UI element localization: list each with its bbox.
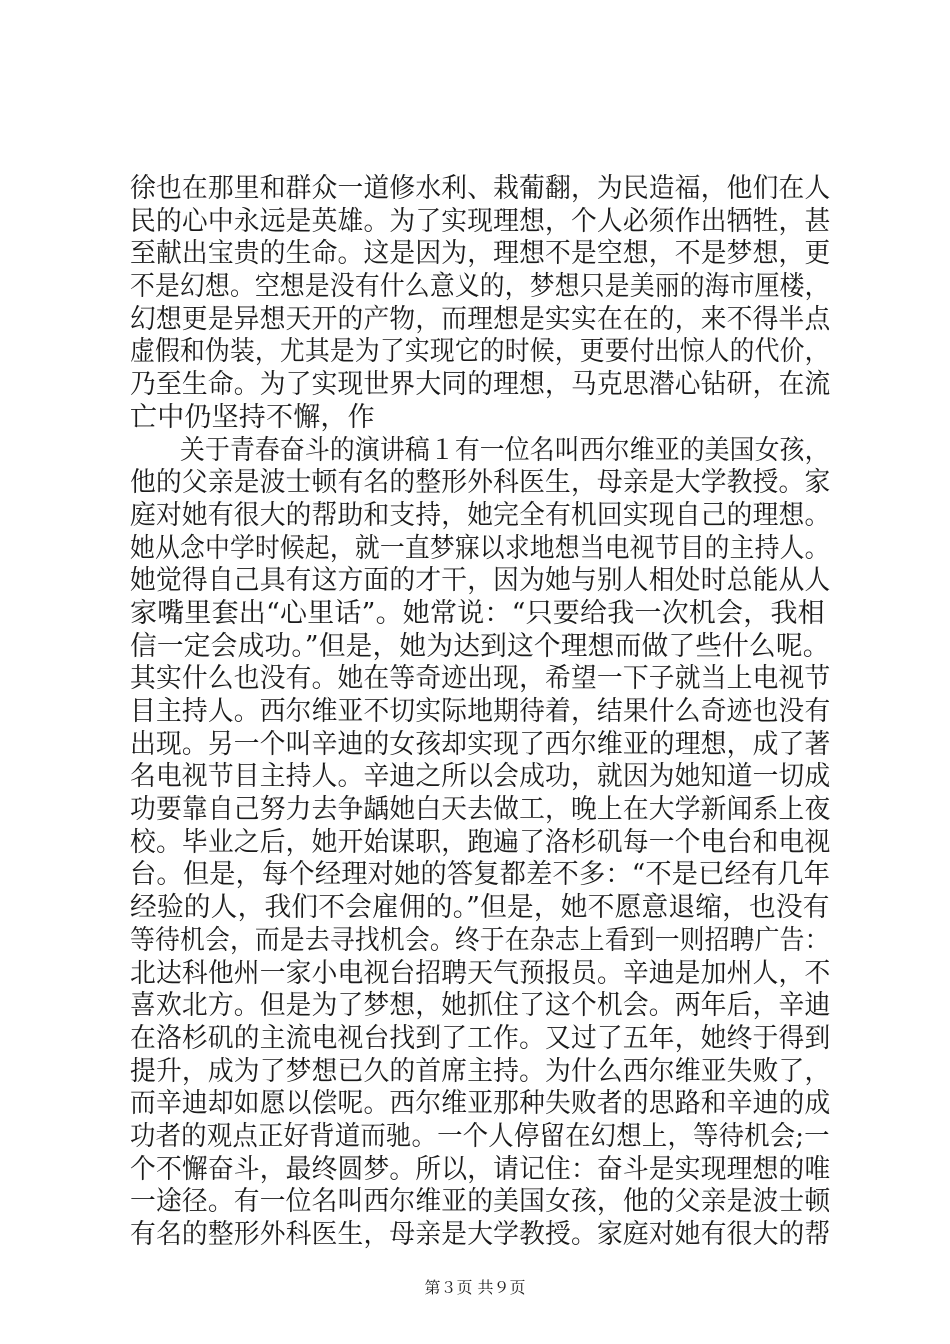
text-line: 庭对她有很大的帮助和支持，她完全有机回实现自己的理想。	[130, 499, 831, 531]
text-line: 徐也在那里和群众一道修水利、栽葡翻，为民造福，他们在人	[130, 173, 831, 204]
text-line: 家嘴里套出“心里话”。她常说：“只要给我一次机会，我相	[130, 597, 825, 629]
text-line: 名电视节目主持人。辛迪之所以会成功，就因为她知道一切成	[130, 761, 831, 793]
text-line: 虚假和伪装，尤其是为了实现它的时候，更要付出惊人的代价，	[130, 336, 830, 368]
text-line: 个不懈奋斗，最终圆梦。所以，请记住：奋斗是实现理想的唯	[130, 1153, 831, 1185]
text-line: 目主持人。西尔维亚不切实际地期待着，结果什么奇迹也没有	[130, 696, 831, 727]
body-text	[130, 173, 830, 1252]
text-line: 功者的观点正好背道而驰。一个人停留在幻想上，等待机会;一	[130, 1120, 830, 1152]
text-line: 她觉得自己具有这方面的才干，因为她与别人相处时总能从人	[130, 565, 831, 597]
text-line: 北达科他州一家小电视台招聘天气预报员。辛迪是加州人，不	[130, 957, 831, 989]
text-line: 而辛迪却如愿以偿呢。西尔维亚那种失败者的思路和辛迪的成	[130, 1088, 831, 1120]
text-line: 关于青春奋斗的演讲稿１有一位名叫西尔维亚的美国女孩，	[130, 434, 830, 466]
text-line: 其实什么也没有。她在等奇迹出现，希望一下子就当上电视节	[130, 663, 831, 695]
text-line: 在洛杉矶的主流电视台找到了工作。又过了五年，她终于得到	[130, 1022, 831, 1054]
text-line: 幻想更是异想天开的产物，而理想是实实在在的，来不得半点	[130, 303, 831, 335]
page-footer: 第３页 共９页	[424, 1278, 526, 1297]
text-line: 功要靠自己努力去争龋她白天去做工，晚上在大学新闻系上夜	[130, 794, 831, 826]
text-line: 他的父亲是波士顿有名的整形外科医生，母亲是大学教授。家	[130, 467, 831, 499]
text-line: 乃至生命。为了实现世界大同的理想，马克思潜心钻研，在流	[130, 369, 831, 401]
text-line: 提升，成为了梦想已久的首席主持。为什么西尔维亚失败了，	[130, 1055, 831, 1087]
text-line: 至献出宝贵的生命。这是因为，理想不是空想，不是梦想，更	[130, 238, 831, 270]
text-line: 信一定会成功。”但是，她为达到这个理想而做了些什么呢。	[130, 630, 830, 662]
text-line: 经验的人，我们不会雇佣的。”但是，她不愿意退缩，也没有	[130, 892, 830, 924]
text-line: 她从念中学时候起，就一直梦寐以求地想当电视节目的主持人。	[130, 532, 830, 564]
text-line: 亡中仍坚持不懈，作	[130, 401, 375, 433]
text-line: 有名的整形外科医生，母亲是大学教授。家庭对她有很大的帮	[130, 1219, 831, 1250]
text-line: 民的心中永远是英雄。为了实现理想，个人必须作出牺牲，甚	[130, 205, 831, 237]
text-line: 校。毕业之后，她开始谋职，跑遍了洛杉矶每一个电台和电视	[130, 826, 831, 858]
text-line: 出现。另一个叫辛迪的女孩却实现了西尔维亚的理想，成了著	[130, 728, 831, 760]
text-line: 喜欢北方。但是为了梦想，她抓住了这个机会。两年后，辛迪	[130, 990, 831, 1022]
text-line: 一途径。有一位名叫西尔维亚的美国女孩，他的父亲是波士顿	[130, 1186, 831, 1218]
text-line: 不是幻想。空想是没有什么意义的，梦想只是美丽的海市厘楼，	[130, 271, 830, 303]
text-line: 台。但是，每个经理对她的答复都差不多：“不是已经有几年	[130, 859, 831, 891]
text-line: 等待机会，而是去寻找机会。终于在杂志上看到一则招聘广告：	[130, 924, 830, 956]
